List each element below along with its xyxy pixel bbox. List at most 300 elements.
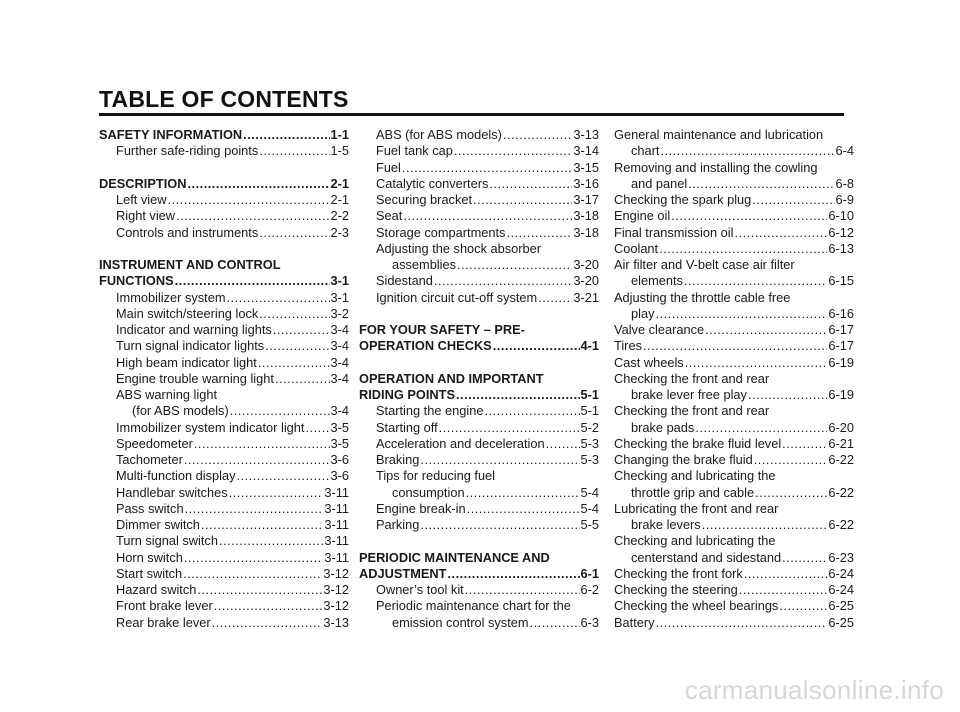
dot-leader	[197, 582, 322, 598]
toc-page-number: 6-22	[828, 517, 854, 532]
toc-entry[interactable]	[99, 143, 349, 159]
toc-entry-title: Tires	[614, 338, 642, 354]
toc-entry-title: Further safe-riding points	[116, 143, 259, 159]
toc-page-number: 3-6	[330, 452, 349, 467]
dot-leader	[530, 615, 580, 631]
toc-entry[interactable]	[614, 420, 854, 436]
toc-entry-title: Start switch	[116, 565, 183, 581]
toc-page-number: 3-11	[324, 500, 349, 516]
toc-entry-title: elements	[631, 273, 683, 289]
dot-leader	[465, 582, 580, 598]
toc-page-number: 3-20	[573, 273, 599, 289]
toc-entry-title: Indicator and warning lights	[116, 322, 272, 337]
toc-page-number: 6-3	[580, 614, 599, 630]
toc-page-number: 6-21	[828, 435, 854, 451]
toc-page-number: 2-3	[330, 224, 349, 240]
toc-entry[interactable]	[99, 290, 349, 306]
toc-entry-title: Horn switch	[116, 549, 183, 565]
toc-entry[interactable]	[359, 241, 599, 257]
dot-leader	[243, 127, 329, 143]
dot-leader	[685, 355, 828, 371]
toc-entry[interactable]	[99, 371, 349, 387]
toc-entry[interactable]	[614, 598, 854, 614]
toc-entry-title: (for ABS models)	[132, 403, 229, 419]
toc-entry-title: brake levers	[631, 517, 701, 532]
toc-entry-title: Pass switch	[116, 500, 184, 516]
toc-page-number: 6-13	[828, 240, 854, 256]
toc-page-number: 1-5	[330, 143, 349, 159]
toc-entry-title: and panel	[631, 175, 688, 191]
toc-entry[interactable]	[614, 257, 854, 273]
toc-entry-title: Checking and lubricating the	[614, 468, 776, 484]
toc-entry-title: Multi-function display	[116, 468, 236, 484]
toc-entry[interactable]	[99, 355, 349, 371]
toc-entry[interactable]	[99, 403, 349, 419]
toc-entry[interactable]	[614, 225, 854, 241]
toc-page-number: 3-20	[573, 257, 599, 272]
toc-entry-title: Handlebar switches	[116, 484, 228, 500]
toc-entry[interactable]	[359, 127, 599, 143]
toc-entry[interactable]	[99, 322, 349, 338]
toc-entry[interactable]	[614, 517, 854, 533]
dot-leader	[779, 598, 827, 614]
toc-page-number: 3-17	[573, 192, 599, 207]
toc-entry[interactable]	[359, 517, 599, 533]
toc-entry[interactable]	[614, 566, 854, 582]
dot-leader	[659, 241, 827, 257]
toc-entry[interactable]	[614, 241, 854, 257]
toc-entry-title: Checking the wheel bearings	[614, 598, 779, 614]
toc-entry-title: Valve clearance	[614, 322, 705, 337]
toc-entry[interactable]	[614, 501, 854, 517]
toc-entry[interactable]	[99, 338, 349, 354]
dot-leader	[466, 485, 580, 501]
toc-entry[interactable]	[614, 550, 854, 566]
toc-entry-title: Owner’s tool kit	[376, 582, 464, 597]
dot-leader	[237, 468, 330, 484]
toc-entry[interactable]	[614, 127, 854, 143]
dot-leader	[503, 127, 572, 143]
toc-page-number: 5-5	[580, 517, 599, 532]
toc-page-number: 6-17	[828, 338, 854, 354]
toc-page-number: 6-20	[828, 419, 854, 435]
dot-leader	[227, 290, 330, 306]
toc-section-entry[interactable]	[99, 127, 349, 143]
toc-entry-title: Engine oil	[614, 208, 671, 224]
dot-leader	[752, 192, 834, 208]
toc-entry-title: Checking the front and rear	[614, 370, 770, 386]
toc-entry[interactable]	[359, 420, 599, 436]
toc-entry[interactable]	[359, 468, 599, 484]
dot-leader	[420, 517, 579, 533]
toc-entry-title: FUNCTIONS	[99, 273, 174, 289]
toc-entry[interactable]	[99, 387, 349, 403]
toc-entry-title: General maintenance and lubrication	[614, 127, 824, 142]
toc-page-number: 5-4	[580, 500, 599, 516]
toc-entry-title: FOR YOUR SAFETY – PRE-	[359, 322, 525, 337]
toc-entry-title: assemblies	[392, 257, 457, 272]
dot-leader	[695, 420, 827, 436]
toc-entry[interactable]	[614, 338, 854, 354]
toc-entry[interactable]	[99, 208, 349, 224]
toc-page-number: 6-16	[828, 305, 854, 321]
toc-entry-title: Securing bracket	[376, 192, 473, 207]
dot-leader	[739, 582, 828, 598]
toc-entry-title: Lubricating the front and rear	[614, 500, 779, 516]
toc-entry[interactable]	[614, 290, 854, 306]
dot-leader	[538, 290, 572, 306]
toc-entry[interactable]	[359, 290, 599, 306]
toc-page-number: 6-24	[828, 582, 854, 597]
dot-leader	[506, 225, 572, 241]
dot-leader	[456, 387, 580, 403]
toc-entry[interactable]	[614, 403, 854, 419]
dot-leader	[467, 501, 580, 517]
toc-entry-title: Acceleration and deceleration	[376, 435, 545, 451]
dot-leader	[229, 485, 324, 501]
toc-entry[interactable]	[99, 306, 349, 322]
toc-entry-title: OPERATION CHECKS	[359, 338, 492, 354]
toc-entry-title: Adjusting the shock absorber	[376, 240, 542, 256]
toc-page-number: 3-14	[573, 143, 599, 159]
toc-entry-title: Tachometer	[116, 452, 183, 467]
toc-entry-title: Air filter and V-belt case air filter	[614, 257, 795, 272]
toc-entry[interactable]	[359, 160, 599, 176]
dot-leader	[660, 143, 834, 159]
toc-entry[interactable]	[99, 452, 349, 468]
toc-entry[interactable]	[359, 501, 599, 517]
toc-page-number: 6-1	[580, 565, 599, 581]
toc-entry[interactable]	[359, 257, 599, 273]
toc-entry[interactable]	[614, 273, 854, 289]
toc-entry-title: Rear brake lever	[116, 614, 211, 630]
toc-page-number: 5-4	[580, 484, 599, 500]
toc-entry-title: Starting the engine	[376, 403, 484, 419]
toc-page-number: 3-18	[573, 208, 599, 224]
toc-page-number: 3-21	[573, 289, 599, 305]
toc-entry-title: RIDING POINTS	[359, 387, 455, 402]
toc-entry[interactable]	[614, 371, 854, 387]
toc-entry[interactable]	[614, 355, 854, 371]
toc-entry-title: Left view	[116, 192, 167, 207]
dot-leader	[702, 517, 828, 533]
toc-entry[interactable]	[99, 582, 349, 598]
dot-leader	[447, 566, 579, 582]
toc-page-number: 3-4	[330, 403, 349, 419]
toc-entry-title: ADJUSTMENT	[359, 565, 447, 581]
toc-entry-title: Engine break-in	[376, 500, 466, 516]
toc-page-number: 6-17	[828, 322, 854, 337]
toc-entry-title: Changing the brake fluid	[614, 452, 753, 467]
dot-leader	[755, 485, 827, 501]
toc-entry-title: Starting off	[376, 419, 438, 435]
toc-page-number: 3-12	[323, 582, 349, 597]
toc-entry[interactable]	[614, 615, 854, 631]
dot-leader	[484, 403, 579, 419]
toc-entry[interactable]	[359, 436, 599, 452]
toc-page-number: 3-16	[573, 175, 599, 191]
toc-entry-title: Storage compartments	[376, 224, 506, 240]
dot-leader	[434, 273, 572, 289]
toc-entry[interactable]	[99, 225, 349, 241]
toc-section-entry[interactable]	[359, 387, 599, 403]
toc-entry[interactable]	[359, 403, 599, 419]
toc-page-number: 6-9	[835, 192, 854, 207]
dot-leader	[275, 371, 330, 387]
toc-entry-title: Catalytic converters	[376, 175, 489, 191]
toc-entry-title: Braking	[376, 452, 420, 467]
toc-entry-title: brake pads	[631, 419, 695, 435]
dot-leader	[184, 452, 330, 468]
toc-page-number: 3-1	[330, 289, 349, 305]
toc-page-number: 3-11	[324, 533, 349, 549]
toc-entry-title: Ignition circuit cut-off system	[376, 289, 538, 305]
toc-entry[interactable]	[614, 468, 854, 484]
toc-entry-title: Front brake lever	[116, 598, 213, 614]
page-title: TABLE OF CONTENTS	[99, 86, 349, 112]
toc-page-number: 6-19	[828, 354, 854, 370]
toc-entry-title: Cast wheels	[614, 354, 684, 370]
toc-page-number: 5-3	[580, 435, 599, 451]
dot-leader	[265, 338, 329, 354]
dot-leader	[744, 566, 828, 582]
toc-entry-title: Seat	[376, 208, 403, 224]
toc-entry[interactable]	[614, 306, 854, 322]
watermark: carmanualsonline.info	[684, 675, 944, 705]
toc-section-entry[interactable]	[359, 371, 599, 387]
dot-leader	[176, 208, 329, 224]
toc-column-2	[359, 127, 599, 631]
toc-entry-title: Main switch/steering lock	[116, 305, 259, 321]
toc-entry[interactable]	[359, 273, 599, 289]
toc-entry[interactable]	[99, 501, 349, 517]
toc-page-number: 3-11	[324, 484, 349, 500]
toc-entry-title: Immobilizer system	[116, 289, 226, 305]
toc-spacer	[359, 306, 599, 322]
toc-entry[interactable]	[614, 436, 854, 452]
toc-page-number: 2-2	[330, 208, 349, 224]
toc-entry[interactable]	[99, 517, 349, 533]
toc-page-number: 3-12	[323, 565, 349, 581]
toc-entry-title: chart	[631, 143, 660, 159]
toc-entry-title: OPERATION AND IMPORTANT	[359, 370, 544, 386]
toc-entry[interactable]	[99, 192, 349, 208]
toc-entry[interactable]	[99, 468, 349, 484]
dot-leader	[454, 143, 573, 159]
toc-entry[interactable]	[99, 533, 349, 549]
toc-entry[interactable]	[99, 485, 349, 501]
toc-entry-title: Checking and lubricating the	[614, 533, 776, 549]
toc-entry-title: Tips for reducing fuel	[376, 468, 496, 484]
toc-page-number: 6-15	[828, 273, 854, 289]
dot-leader	[684, 273, 827, 289]
dot-leader	[473, 192, 572, 208]
dot-leader	[782, 550, 827, 566]
toc-entry[interactable]	[359, 208, 599, 224]
toc-page-number: 6-8	[835, 175, 854, 191]
toc-column-3	[614, 127, 854, 631]
toc-entry[interactable]	[614, 143, 854, 159]
toc-page-number: 5-3	[580, 452, 599, 467]
toc-entry-title: Parking	[376, 517, 420, 532]
toc-spacer	[359, 355, 599, 371]
dot-leader	[230, 403, 330, 419]
dot-leader	[258, 355, 330, 371]
toc-entry-title: High beam indicator light	[116, 354, 257, 370]
dot-leader	[259, 225, 329, 241]
toc-page-number: 2-1	[330, 175, 349, 191]
toc-entry[interactable]	[614, 160, 854, 176]
toc-page-number: 3-13	[323, 614, 349, 630]
dot-leader	[201, 517, 323, 533]
toc-page-number: 4-1	[580, 338, 599, 354]
toc-entry[interactable]	[359, 598, 599, 614]
toc-entry-title: ABS warning light	[116, 387, 218, 402]
toc-page-number: 6-23	[828, 549, 854, 565]
toc-spacer	[99, 241, 349, 257]
dot-leader	[643, 338, 827, 354]
toc-entry-title: play	[631, 305, 655, 321]
toc-section-entry[interactable]	[359, 338, 599, 354]
toc-page-number: 3-5	[330, 435, 349, 451]
toc-page-number: 3-1	[330, 273, 349, 289]
dot-leader	[655, 306, 827, 322]
toc-entry[interactable]	[359, 192, 599, 208]
toc-page-number: 3-11	[324, 549, 349, 565]
toc-page-number: 6-25	[828, 614, 854, 630]
toc-entry-title: Checking the front and rear	[614, 403, 770, 419]
dot-leader	[457, 257, 572, 273]
toc-entry[interactable]	[99, 550, 349, 566]
toc-page-number: 6-12	[828, 224, 854, 240]
toc-page-number: 6-10	[828, 208, 854, 224]
toc-page-number: 3-6	[330, 468, 349, 484]
toc-page-number: 5-2	[580, 419, 599, 435]
dot-leader	[705, 322, 827, 338]
toc-entry-title: INSTRUMENT AND CONTROL	[99, 257, 281, 272]
toc-page-number: 6-22	[828, 484, 854, 500]
toc-entry[interactable]	[99, 615, 349, 631]
toc-entry[interactable]	[614, 485, 854, 501]
toc-page-number: 3-5	[330, 419, 349, 435]
toc-page-number: 6-25	[828, 598, 854, 614]
toc-entry[interactable]	[359, 485, 599, 501]
dot-leader	[194, 436, 330, 452]
dot-leader	[214, 598, 323, 614]
dot-leader	[185, 501, 324, 517]
dot-leader	[489, 176, 572, 192]
toc-page-number: 1-1	[330, 127, 349, 142]
toc-entry-title: Adjusting the throttle cable free	[614, 289, 791, 305]
toc-entry[interactable]	[614, 387, 854, 403]
dot-leader	[273, 322, 330, 338]
dot-leader	[546, 436, 580, 452]
toc-entry-title: brake lever free play	[631, 387, 747, 402]
toc-entry-title: Checking the front fork	[614, 565, 743, 581]
toc-entry-title: Dimmer switch	[116, 517, 200, 532]
toc-spacer	[99, 160, 349, 176]
dot-leader	[420, 452, 579, 468]
toc-page-number: 6-19	[828, 387, 854, 402]
dot-leader	[259, 306, 329, 322]
toc-entry[interactable]	[99, 598, 349, 614]
toc-entry[interactable]	[614, 176, 854, 192]
dot-leader	[305, 420, 329, 436]
toc-entry-title: Immobilizer system indicator light	[116, 419, 305, 435]
toc-entry-title: Hazard switch	[116, 582, 197, 597]
toc-entry[interactable]	[99, 436, 349, 452]
dot-leader	[748, 387, 827, 403]
toc-entry-title: Coolant	[614, 240, 659, 256]
dot-leader	[671, 208, 827, 224]
toc-entry-title: consumption	[392, 484, 465, 500]
toc-page-number: 3-18	[573, 224, 599, 240]
toc-section-entry[interactable]	[99, 273, 349, 289]
toc-entry-title: PERIODIC MAINTENANCE AND	[359, 549, 550, 565]
toc-page-number: 3-4	[330, 354, 349, 370]
toc-entry-title: Controls and instruments	[116, 224, 259, 240]
toc-entry[interactable]	[614, 582, 854, 598]
toc-entry[interactable]	[359, 176, 599, 192]
dot-leader	[259, 143, 329, 159]
toc-entry[interactable]	[614, 322, 854, 338]
toc-page-number: 3-11	[324, 517, 349, 532]
toc-entry-title: Engine trouble warning light	[116, 370, 274, 386]
dot-leader	[782, 436, 827, 452]
toc-entry[interactable]	[359, 143, 599, 159]
dot-leader	[493, 338, 580, 354]
toc-entry-title: Checking the brake fluid level	[614, 435, 782, 451]
toc-page-number: 2-1	[330, 192, 349, 207]
toc-entry-title: SAFETY INFORMATION	[99, 127, 243, 142]
toc-entry[interactable]	[359, 452, 599, 468]
toc-page-number: 6-24	[828, 565, 854, 581]
toc-entry[interactable]	[614, 192, 854, 208]
dot-leader	[212, 615, 323, 631]
toc-page-number: 3-2	[330, 305, 349, 321]
toc-entry[interactable]	[614, 208, 854, 224]
dot-leader	[656, 615, 828, 631]
toc-entry[interactable]	[99, 420, 349, 436]
toc-entry-title: Final transmission oil	[614, 224, 734, 240]
dot-leader	[183, 566, 322, 582]
toc-entry[interactable]	[614, 533, 854, 549]
toc-entry-title: Fuel	[376, 159, 401, 175]
toc-entry-title: centerstand and sidestand	[631, 549, 782, 565]
toc-page-number: 5-1	[580, 387, 599, 402]
toc-page-number: 6-4	[835, 143, 854, 159]
toc-entry-title: Battery	[614, 614, 655, 630]
toc-entry[interactable]	[99, 566, 349, 582]
toc-section-entry[interactable]	[99, 257, 349, 273]
toc-column-1	[99, 127, 349, 631]
toc-page-number: 3-13	[573, 127, 599, 142]
toc-entry[interactable]	[359, 225, 599, 241]
toc-entry-title: Right view	[116, 208, 176, 224]
toc-section-entry[interactable]	[359, 566, 599, 582]
toc-page-number: 3-12	[323, 598, 349, 614]
toc-entry[interactable]	[359, 615, 599, 631]
toc-entry[interactable]	[614, 452, 854, 468]
dot-leader	[168, 192, 330, 208]
toc-section-entry[interactable]	[359, 550, 599, 566]
toc-entry-title: Fuel tank cap	[376, 143, 453, 159]
toc-section-entry[interactable]	[359, 322, 599, 338]
dot-leader	[754, 452, 828, 468]
toc-entry[interactable]	[359, 582, 599, 598]
toc-section-entry[interactable]	[99, 176, 349, 192]
toc-page-number: 3-4	[330, 338, 349, 354]
